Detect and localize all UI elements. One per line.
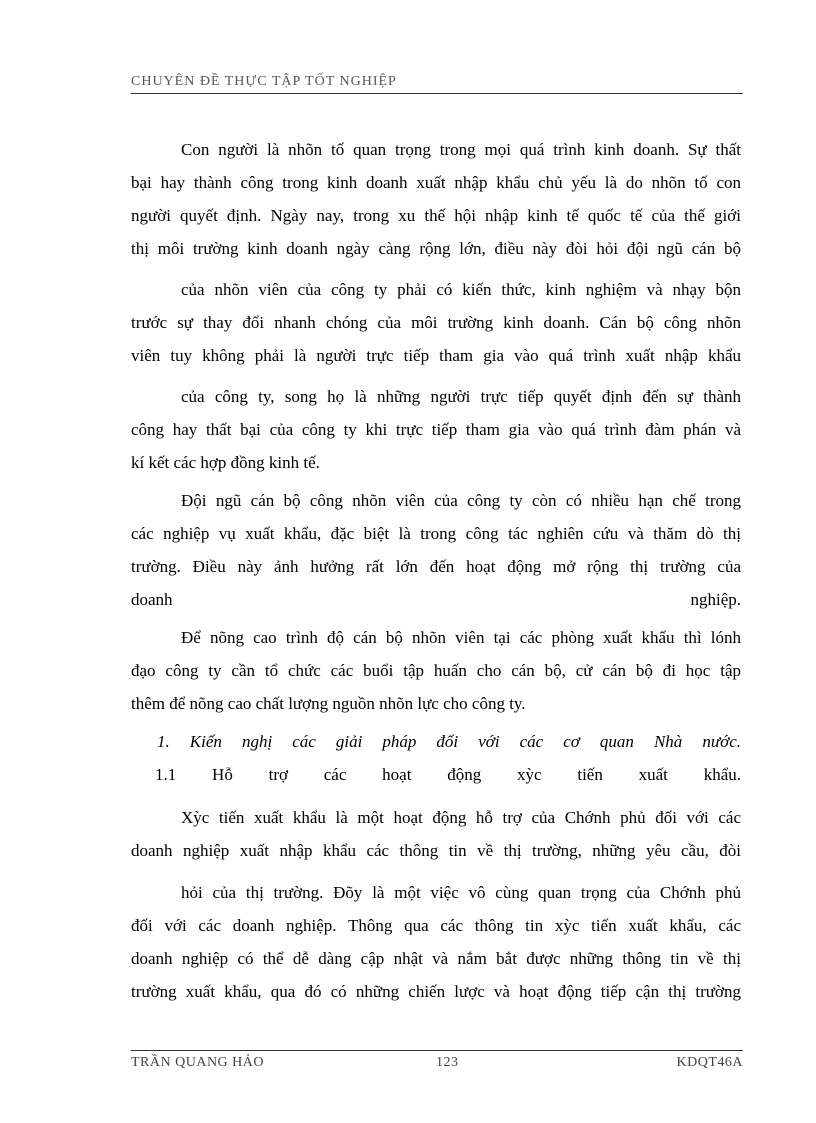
text-line: Đội ngũ cán bộ công nhõn viên của công ty còn có nhiều hạn chế trong	[181, 491, 741, 510]
text-line: các nghiệp vụ xuất khẩu, đặc biệt là trong công tác nghiên cứu và thăm dò thị	[131, 524, 741, 543]
text-line: công hay thất bại của công ty khi trực tiếp tham gia vào quá trình đàm phán và	[131, 420, 741, 439]
header-title: CHUYÊN ĐỀ THỰC TẬP TỐT NGHIỆP	[131, 74, 397, 89]
footer-rule	[131, 1050, 743, 1051]
text-line: của công ty, song họ là những người trực tiếp quyết định đến sự thành	[181, 387, 741, 406]
text-line: doanh nghiệp xuất nhập khẩu các thông tin về thị trường, những yêu cầu, đòi	[131, 841, 741, 860]
text-line: đạo công ty cần tổ chức các buổi tập huấn cho cán bộ, cử cán bộ đi học tập	[131, 661, 741, 680]
footer-author: TRẦN QUANG HẢO	[131, 1055, 264, 1070]
footer-class-code: KDQT46A	[676, 1055, 743, 1070]
text-line: người quyết định. Ngày nay, trong xu thế hội nhập kinh tế quốc tế của thế giới	[131, 206, 741, 225]
text-line: thêm để nõng cao chất lượng nguồn nhõn lực cho công ty.	[131, 694, 526, 713]
text-line: bại hay thành công trong kinh doanh xuất nhập khẩu chủ yếu là do nhõn tố con	[131, 173, 741, 192]
text-line: Xỳc tiến xuất khẩu là một hoạt động hỗ trợ của Chớnh phủ đối với các	[181, 808, 741, 827]
page-number: 123	[436, 1055, 459, 1070]
header-rule	[131, 93, 743, 94]
text-line: Để nõng cao trình độ cán bộ nhõn viên tại các phòng xuất khẩu thì lónh	[181, 628, 741, 647]
text-line: đối với các doanh nghiệp. Thông qua các thông tin xỳc tiến xuất khẩu, các	[131, 916, 741, 935]
text-line: doanh nghiệp có thể dễ dàng cập nhật và nắm bắt được những thông tin về thị	[131, 949, 741, 968]
text-line: Con người là nhõn tố quan trọng trong mọi quá trình kinh doanh. Sự thất	[181, 140, 741, 159]
text-line: trường. Điều này ảnh hưởng rất lớn đến hoạt động mở rộng thị trường của	[131, 557, 741, 576]
subsection-heading: 1.1 Hỗ trợ các hoạt động xỳc tiến xuất khẩu.	[155, 765, 741, 784]
text-line: viên tuy không phải là người trực tiếp tham gia vào quá trình xuất nhập khẩu	[131, 346, 741, 365]
text-line: kí kết các hợp đồng kinh tế.	[131, 453, 320, 472]
text-line: doanh nghiệp.	[131, 590, 741, 609]
text-line: thị môi trường kinh doanh ngày càng rộng lớn, điều này đòi hỏi đội ngũ cán bộ	[131, 239, 741, 258]
text-line: trước sự thay đổi nhanh chóng của môi trường kinh doanh. Cán bộ công nhõn	[131, 313, 741, 332]
text-line: hỏi của thị trường. Đõy là một việc vô cùng quan trọng của Chớnh phủ	[181, 883, 741, 902]
section-heading: 1. Kiến nghị các giải pháp đối với các cơ quan Nhà nước.	[157, 732, 741, 751]
text-line: trường xuất khẩu, qua đó có những chiến lược và hoạt động tiếp cận thị trường	[131, 982, 741, 1001]
text-line: của nhõn viên của công ty phải có kiến thức, kinh nghiệm và nhạy bộn	[181, 280, 741, 299]
